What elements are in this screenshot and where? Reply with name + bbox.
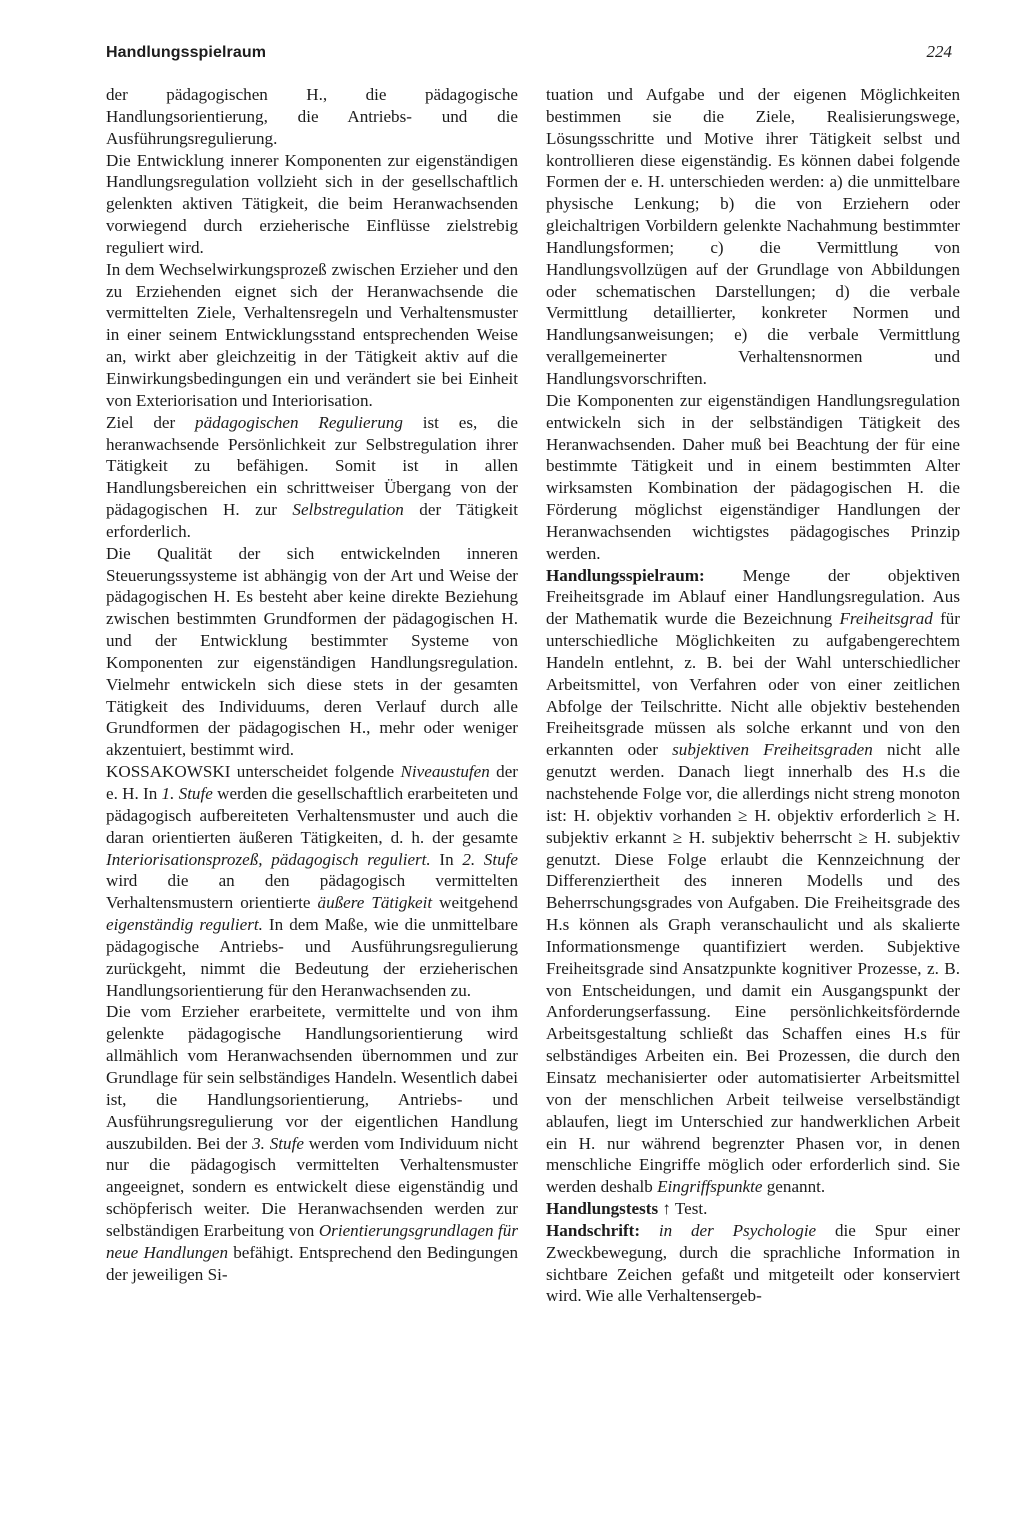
paragraph [546, 84, 960, 390]
emphasis-text: Niveaustufen [400, 762, 490, 782]
body-text: In [430, 849, 463, 869]
paragraph [546, 390, 960, 565]
page-number: 224 [926, 42, 952, 61]
entry-headword: Handlungstests [546, 1199, 659, 1219]
paragraph [106, 543, 518, 761]
entry-headword: Handschrift: [546, 1220, 641, 1240]
emphasis-text: Interiorisationsprozeß, pädagogisch reguliert. [106, 849, 431, 869]
emphasis-text: in der Psychologie [658, 1220, 817, 1240]
body-text: In dem Maße, wie die unmittelbare pädagogische Antriebs- und Ausführungsregulierung zurückgeht, nimmt die Bedeutung der erzieherischen Handlungsorientierung für den Heranwachsenden zu. [106, 915, 518, 1000]
body-text: der Tätigkeit erforderlich. [106, 500, 518, 541]
paragraph [106, 1001, 518, 1285]
body-text: befähigt. Entsprechend den Bedingungen der jeweiligen Si- [106, 1242, 518, 1284]
body-text: der e. H. In [106, 762, 518, 803]
emphasis-text: Selbstregulation [292, 500, 404, 520]
paragraph [106, 761, 518, 1001]
emphasis-text: Freiheitsgrad [839, 609, 933, 629]
emphasis-text: 1. Stufe [161, 784, 213, 803]
emphasis-text: eigenständig reguliert. [106, 915, 263, 935]
right-column [546, 84, 960, 1307]
emphasis-text: 3. Stufe [252, 1133, 304, 1153]
body-text: weitgehend [432, 893, 518, 913]
body-text: tuation und Aufgabe und der eigenen Möglichkeiten bestimmen sie die Ziele, Realisierungswege, Lösungsschritte und Motive ihrer Tätigkeit selbst und kontrollieren diese eigenständig. Es können dabei folgende Formen der e. H. unterschieden werden: a) die unmittelbare physische Lenkung; b) die von Erziehern oder gleichaltrigen Vorbildern gelenkte Nachahmung bestimmter Handlungsformen; c) die Vermittlung von Handlungsvollzügen auf der Grundlage von Abbildungen oder schematischen Darstellungen; d) die verbale Vermittlung detaillierter, konkreter Normen und Handlungsanweisungen; e) die verbale Vermittlung verallgemeinerter Verhaltensnormen und Handlungsvorschriften. [546, 85, 960, 388]
body-text [640, 1221, 659, 1240]
body-text: Die Qualität der sich entwickelnden inneren Steuerungssysteme ist abhängig von der Art und Weise der pädagogischen H. Es besteht aber keine direkte Beziehung zwischen bestimmten Grundformen der pädagogischen H. und der Entwicklung bestimmter Systeme von Komponenten zur eigenständigen Handlungsregulation. Vielmehr entwickeln sich diese stets in der gesamten Tätigkeit des Individuums, deren Verlauf durch alle Grundformen der pädagogischen H., mehr oder weniger akzentuiert, bestimmt wird. [106, 543, 518, 760]
body-text: Menge der objektiven Freiheitsgrade im Ablauf einer Handlungsregulation. Aus der Mathematik wurde die Bezeichnung [546, 565, 960, 629]
body-text: werden vom Individuum nicht nur die pädagogisch vermittelten Verhaltensmuster angeeignet, sondern es entwickelt diese eigenständig und schöpferisch weiter. Die Heranwachsenden werden zur selbständigen Erarbeitung von [106, 1133, 518, 1240]
body-text: genannt. [762, 1177, 826, 1197]
emphasis-text: Eingriffspunkte [657, 1177, 763, 1197]
paragraph [546, 1220, 960, 1307]
body-text: ↑ Test. [658, 1199, 708, 1219]
emphasis-text: pädagogischen Regulierung [195, 412, 403, 432]
body-text: der pädagogischen H., die pädagogische Handlungsorientierung, die Antriebs- und die Ausführungsregulierung. [106, 85, 518, 148]
emphasis-text: äußere Tätigkeit [317, 893, 433, 913]
paragraph [546, 565, 960, 1198]
paragraph [106, 84, 518, 150]
body-text: nicht alle genutzt werden. Danach liegt innerhalb des H.s die nachstehende Folge vor, die allerdings nicht streng monoton ist: H. objektiv vorhanden ≥ H. objektiv erforderlich ≥ H. subjektiv erkannt ≥ H. subjektiv beherrscht ≥ H. subjektiv genutzt. Diese Folge erlaubt die Kennzeichnung der Differenziertheit des inneren Modells und des Beherrschungsgrades von Aufgaben. Die Freiheitsgrade des H.s können als Graph veranschaulicht und als skalierte Informationsmenge quantifiziert werden. Subjektive Freiheitsgrade sind Ansatzpunkte kognitiver Prozesse, z. B. von Entscheidungen, und damit ein Ausgangspunkt der Anforderungserfassung. Eine persönlichkeitsfördernde Arbeitsgestaltung schließt das Schaffen eines H.s für selbständiges Arbeiten ein. Bei Prozessen, die durch den Einsatz mechanisierter oder automatisierter Arbeitsmittel von der menschlichen Arbeit teilweise verselbständigt ablaufen, liegt im Unterschied zur handwerklichen Arbeit ein H. nur während begrenzter Phasen vor, in denen menschliche Eingriffe möglich oder erforderlich sind. Sie werden deshalb [546, 740, 960, 1197]
body-text: Die Entwicklung innerer Komponenten zur eigenständigen Handlungsregulation vollzieht sich in der gesellschaftlich gelenkten aktiven Tätigkeit, die beim Heranwachsenden vorwiegend durch erzieherische Einflüsse zielstrebig reguliert wird. [106, 150, 518, 257]
left-column [106, 84, 518, 1285]
paragraph [546, 1198, 960, 1220]
running-head: Handlungsspielraum [106, 44, 267, 61]
body-text: wird die an den pädagogisch vermittelten Verhaltensmustern orientierte [106, 871, 518, 913]
body-text: werden die gesellschaftlich erarbeiteten und pädagogisch aufbereiteten Verhaltensmuster und auch die daran orientierten äußeren Tätigkeiten, d. h. der gesamte [106, 784, 519, 847]
body-text: ist es, die heranwachsende Persönlichkeit zur Selbstregulation ihrer Tätigkeit zu befähigen. Somit ist in allen Handlungsbereichen ein schrittweiser Übergang von der pädagogischen H. zur [106, 412, 518, 520]
body-text: Die Komponenten zur eigenständigen Handlungsregulation entwickeln sich in der selbständigen Tätigkeit des Heranwachsenden. Daher muß bei Beachtung der für eine bestimmte Tätigkeit und in einem bestimmten Alter wirksamsten Kombination der pädagogischen H. die Förderung möglichst eigenständiger Handlungen der Heranwachsenden wichtigstes pädagogisches Prinzip werden. [546, 390, 960, 563]
paragraph [106, 412, 518, 543]
paragraph [106, 259, 518, 412]
body-text: Die vom Erzieher erarbeitete, vermittelte und von ihm gelenkte pädagogische Handlungsorientierung wird allmählich vom Heranwachsenden übernommen und zur Grundlage für sein selbständiges Handeln. Wesentlich dabei ist, die Handlungsorientierung, Antriebs- und Ausführungsregulierung vor der eigentlichen Handlung auszubilden. Bei der [106, 1002, 518, 1153]
body-text: für unterschiedliche Möglichkeiten zu aufgabengerechtem Handeln entlehnt, z. B. bei der Wahl unterschiedlicher Arbeitsmittel, von Verfahren oder von einer zeitlichen Abfolge der Teilschritte. Nicht alle objektiv bestehenden Freiheitsgrade müssen als solche erkannt und von den erkannten oder [546, 609, 960, 760]
body-text: KOSSAKOWSKI unterscheidet folgende [106, 762, 401, 782]
body-text: die Spur einer Zweckbewegung, durch die sprachliche Information in sichtbare Zeichen gefaßt und mitgeteilt oder konserviert wird. Wie alle Verhaltensergeb- [546, 1220, 960, 1306]
body-text: Ziel der [106, 412, 196, 432]
emphasis-text: Orientierungsgrundlagen für neue Handlungen [106, 1220, 518, 1262]
body-text: In dem Wechselwirkungsprozeß zwischen Erzieher und den zu Erziehenden eignet sich der Heranwachsende die vermittelten Ziele, Verhaltensregeln und Verhaltensmuster in einer seinem Entwicklungsstand entsprechenden Weise an, wirkt aber gleichzeitig in der Tätigkeit aktiv auf die Einwirkungsbedingungen ein und verändert sie bei Einheit von Exteriorisation und Interiorisation. [106, 259, 518, 410]
emphasis-text: 2. Stufe [462, 849, 518, 869]
emphasis-text: subjektiven Freiheitsgraden [672, 740, 873, 760]
entry-headword: Handlungsspielraum: [546, 565, 705, 585]
paragraph [106, 150, 518, 259]
